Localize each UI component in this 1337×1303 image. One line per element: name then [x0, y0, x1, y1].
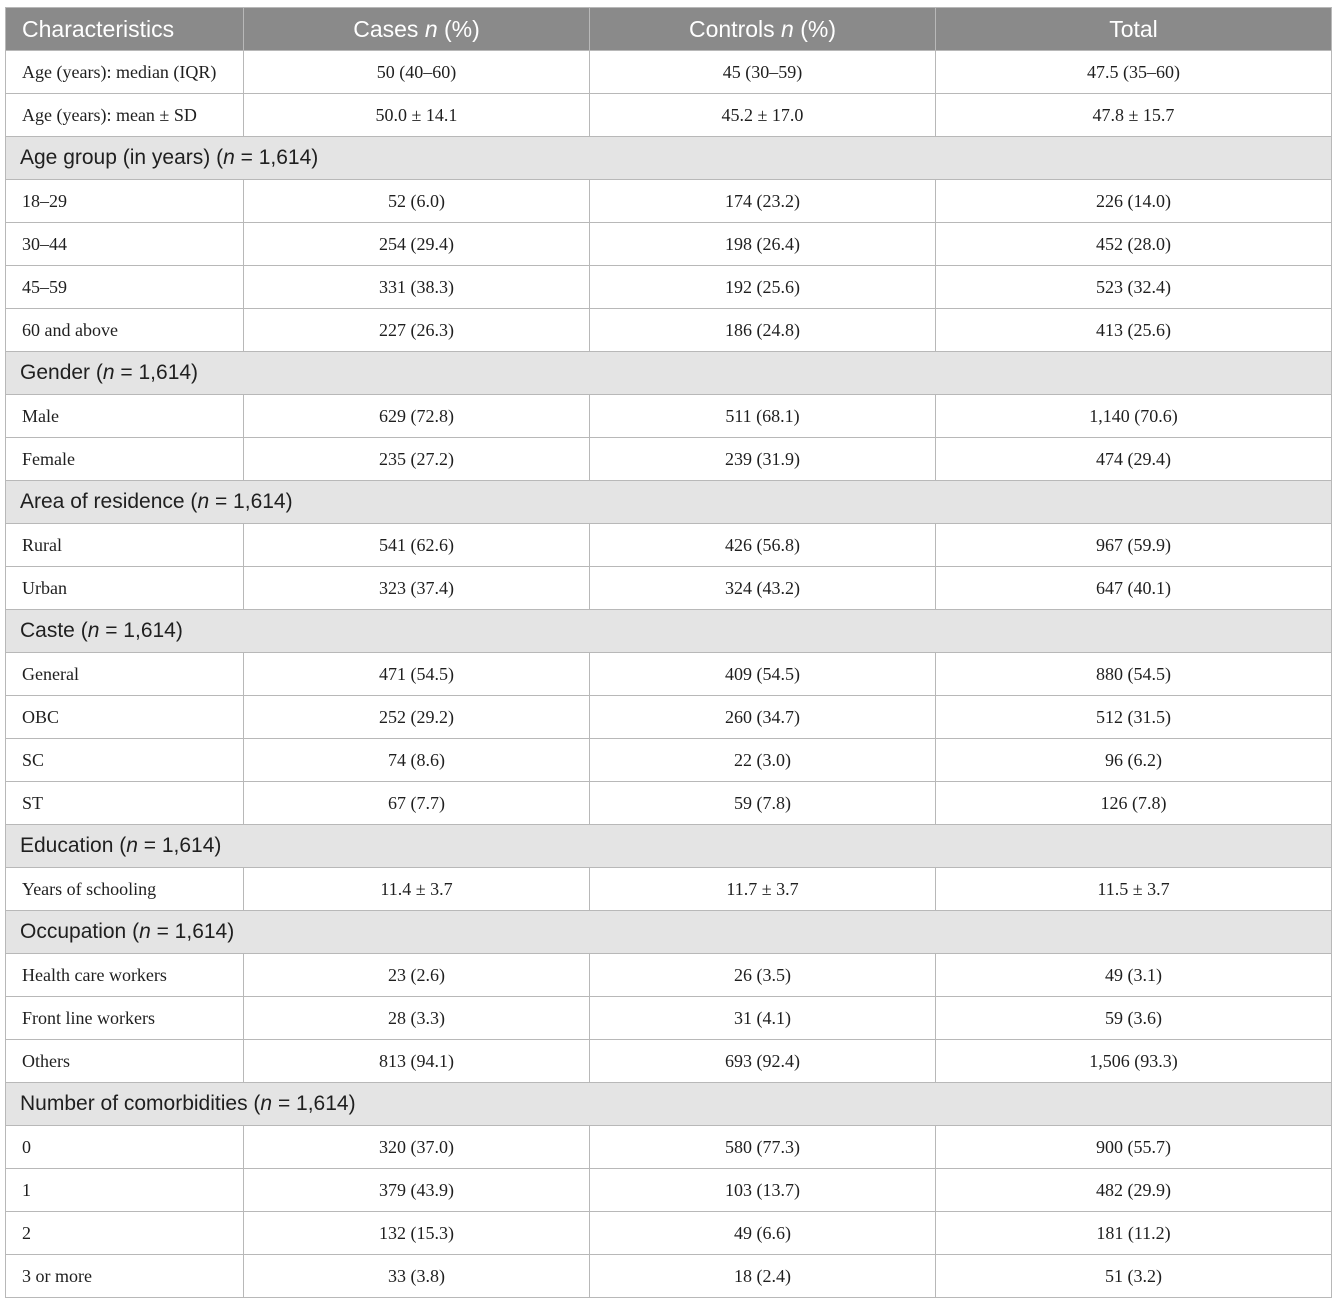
controls-cell: 174 (23.2) [590, 180, 936, 223]
row-label: Others [6, 1040, 244, 1083]
total-cell: 413 (25.6) [936, 309, 1332, 352]
table-row [6, 997, 1332, 1040]
controls-cell: 26 (3.5) [590, 954, 936, 997]
row-label: 60 and above [6, 309, 244, 352]
total-cell: 967 (59.9) [936, 524, 1332, 567]
cases-cell: 23 (2.6) [244, 954, 590, 997]
controls-cell: 49 (6.6) [590, 1212, 936, 1255]
group-label: Age group (in years) (n = 1,614) [6, 137, 1332, 180]
cases-cell: 28 (3.3) [244, 997, 590, 1040]
group-label: Education (n = 1,614) [6, 825, 1332, 868]
row-label: Female [6, 438, 244, 481]
controls-cell: 45.2 ± 17.0 [590, 94, 936, 137]
table-body [6, 51, 1332, 1298]
controls-cell: 31 (4.1) [590, 997, 936, 1040]
controls-cell: 239 (31.9) [590, 438, 936, 481]
cases-cell: 629 (72.8) [244, 395, 590, 438]
table-row [6, 395, 1332, 438]
cases-cell: 235 (27.2) [244, 438, 590, 481]
cases-cell: 323 (37.4) [244, 567, 590, 610]
cases-cell: 50 (40–60) [244, 51, 590, 94]
cases-cell: 227 (26.3) [244, 309, 590, 352]
total-cell: 181 (11.2) [936, 1212, 1332, 1255]
header-characteristics: Characteristics [6, 8, 244, 51]
table-row [6, 782, 1332, 825]
header-cases: Cases n (%) [244, 8, 590, 51]
table-row [6, 223, 1332, 266]
row-label: 2 [6, 1212, 244, 1255]
group-header-row [6, 610, 1332, 653]
cases-cell: 471 (54.5) [244, 653, 590, 696]
row-label: OBC [6, 696, 244, 739]
header-total: Total [936, 8, 1332, 51]
total-cell: 11.5 ± 3.7 [936, 868, 1332, 911]
group-label: Occupation (n = 1,614) [6, 911, 1332, 954]
row-label: Age (years): median (IQR) [6, 51, 244, 94]
row-label: General [6, 653, 244, 696]
row-label: Years of schooling [6, 868, 244, 911]
cases-cell: 379 (43.9) [244, 1169, 590, 1212]
row-label: Male [6, 395, 244, 438]
cases-cell: 33 (3.8) [244, 1255, 590, 1298]
total-cell: 647 (40.1) [936, 567, 1332, 610]
total-cell: 474 (29.4) [936, 438, 1332, 481]
row-label: 30–44 [6, 223, 244, 266]
characteristics-table [5, 7, 1332, 1298]
row-label: 3 or more [6, 1255, 244, 1298]
controls-cell: 11.7 ± 3.7 [590, 868, 936, 911]
total-cell: 452 (28.0) [936, 223, 1332, 266]
group-header-row [6, 137, 1332, 180]
total-cell: 59 (3.6) [936, 997, 1332, 1040]
row-label: Urban [6, 567, 244, 610]
controls-cell: 18 (2.4) [590, 1255, 936, 1298]
table-row [6, 1255, 1332, 1298]
cases-cell: 132 (15.3) [244, 1212, 590, 1255]
group-header-row [6, 1083, 1332, 1126]
row-label: 0 [6, 1126, 244, 1169]
total-cell: 523 (32.4) [936, 266, 1332, 309]
table-row [6, 1040, 1332, 1083]
row-label: ST [6, 782, 244, 825]
controls-cell: 426 (56.8) [590, 524, 936, 567]
controls-cell: 192 (25.6) [590, 266, 936, 309]
group-header-row [6, 481, 1332, 524]
group-header-row [6, 825, 1332, 868]
cases-cell: 50.0 ± 14.1 [244, 94, 590, 137]
table-row [6, 696, 1332, 739]
controls-cell: 580 (77.3) [590, 1126, 936, 1169]
table-row [6, 954, 1332, 997]
table-row [6, 309, 1332, 352]
total-cell: 96 (6.2) [936, 739, 1332, 782]
table-row [6, 567, 1332, 610]
cases-cell: 74 (8.6) [244, 739, 590, 782]
controls-cell: 409 (54.5) [590, 653, 936, 696]
row-label: Front line workers [6, 997, 244, 1040]
cases-cell: 11.4 ± 3.7 [244, 868, 590, 911]
controls-cell: 103 (13.7) [590, 1169, 936, 1212]
row-label: Age (years): mean ± SD [6, 94, 244, 137]
total-cell: 47.8 ± 15.7 [936, 94, 1332, 137]
group-label: Area of residence (n = 1,614) [6, 481, 1332, 524]
controls-cell: 693 (92.4) [590, 1040, 936, 1083]
controls-cell: 260 (34.7) [590, 696, 936, 739]
row-label: 1 [6, 1169, 244, 1212]
row-label: SC [6, 739, 244, 782]
header-controls: Controls n (%) [590, 8, 936, 51]
total-cell: 900 (55.7) [936, 1126, 1332, 1169]
total-cell: 1,506 (93.3) [936, 1040, 1332, 1083]
table-row [6, 438, 1332, 481]
cases-cell: 252 (29.2) [244, 696, 590, 739]
cases-cell: 67 (7.7) [244, 782, 590, 825]
table-row [6, 266, 1332, 309]
row-label: 18–29 [6, 180, 244, 223]
group-label: Caste (n = 1,614) [6, 610, 1332, 653]
table-row [6, 94, 1332, 137]
cases-cell: 813 (94.1) [244, 1040, 590, 1083]
total-cell: 1,140 (70.6) [936, 395, 1332, 438]
controls-cell: 45 (30–59) [590, 51, 936, 94]
controls-cell: 186 (24.8) [590, 309, 936, 352]
row-label: Health care workers [6, 954, 244, 997]
cases-cell: 254 (29.4) [244, 223, 590, 266]
total-cell: 51 (3.2) [936, 1255, 1332, 1298]
row-label: 45–59 [6, 266, 244, 309]
total-cell: 482 (29.9) [936, 1169, 1332, 1212]
controls-cell: 22 (3.0) [590, 739, 936, 782]
table-row [6, 1169, 1332, 1212]
cases-cell: 52 (6.0) [244, 180, 590, 223]
cases-cell: 541 (62.6) [244, 524, 590, 567]
table-row [6, 524, 1332, 567]
total-cell: 880 (54.5) [936, 653, 1332, 696]
controls-cell: 324 (43.2) [590, 567, 936, 610]
table-row [6, 739, 1332, 782]
row-label: Rural [6, 524, 244, 567]
table-row [6, 653, 1332, 696]
group-header-row [6, 352, 1332, 395]
controls-cell: 59 (7.8) [590, 782, 936, 825]
cases-cell: 320 (37.0) [244, 1126, 590, 1169]
total-cell: 126 (7.8) [936, 782, 1332, 825]
table-row [6, 51, 1332, 94]
group-header-row [6, 911, 1332, 954]
total-cell: 512 (31.5) [936, 696, 1332, 739]
total-cell: 49 (3.1) [936, 954, 1332, 997]
table-row [6, 180, 1332, 223]
total-cell: 47.5 (35–60) [936, 51, 1332, 94]
header-row [6, 8, 1332, 51]
controls-cell: 511 (68.1) [590, 395, 936, 438]
table-header [6, 8, 1332, 51]
group-label: Gender (n = 1,614) [6, 352, 1332, 395]
table-row [6, 1212, 1332, 1255]
table-row [6, 1126, 1332, 1169]
cases-cell: 331 (38.3) [244, 266, 590, 309]
total-cell: 226 (14.0) [936, 180, 1332, 223]
group-label: Number of comorbidities (n = 1,614) [6, 1083, 1332, 1126]
controls-cell: 198 (26.4) [590, 223, 936, 266]
table-row [6, 868, 1332, 911]
